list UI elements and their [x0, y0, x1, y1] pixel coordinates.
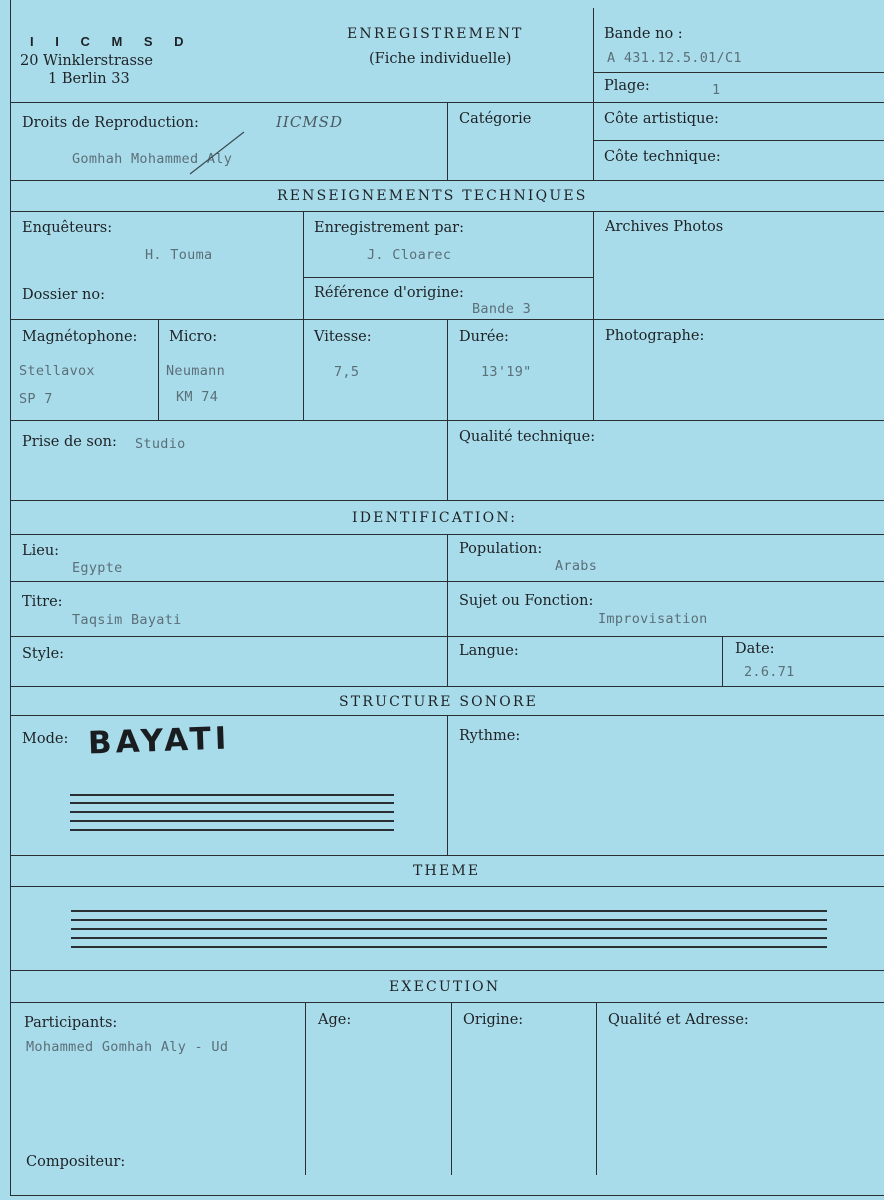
- mode-staff-line: [70, 820, 394, 822]
- cote-technique-label: Côte technique:: [604, 149, 721, 165]
- categorie-label: Catégorie: [459, 111, 532, 127]
- mode-staff-line: [70, 811, 394, 813]
- org-name: I I C M S D: [30, 34, 193, 49]
- rule: [303, 211, 304, 420]
- rule: [10, 0, 11, 1196]
- section-heading-theme: THEME: [413, 863, 481, 879]
- prise-de-son-value: Studio: [135, 436, 186, 452]
- rule: [158, 319, 159, 420]
- prise-de-son-label: Prise de son:: [22, 434, 117, 450]
- rule: [10, 500, 884, 501]
- origine-label: Origine:: [463, 1012, 524, 1028]
- dossier-label: Dossier no:: [22, 287, 105, 303]
- rights-handwritten-note: IICMSD: [276, 113, 343, 131]
- duree-label: Durée:: [459, 329, 509, 345]
- rule: [10, 970, 884, 971]
- vitesse-label: Vitesse:: [314, 329, 372, 345]
- enqueteurs-value: H. Touma: [145, 247, 213, 263]
- handwritten-stroke: [188, 128, 248, 178]
- reference-value: Bande 3: [472, 301, 531, 317]
- langue-label: Langue:: [459, 643, 519, 659]
- rule: [10, 180, 884, 181]
- compositeur-label: Compositeur:: [26, 1154, 126, 1170]
- micro-value-line2: KM 74: [176, 389, 219, 405]
- mode-staff-line: [70, 802, 394, 804]
- rule: [593, 140, 884, 141]
- micro-value-line1: Neumann: [166, 363, 225, 379]
- form-title: ENREGISTREMENT: [347, 26, 524, 42]
- bande-label: Bande no :: [604, 26, 683, 42]
- plage-label: Plage:: [604, 78, 650, 94]
- enregistrement-par-label: Enregistrement par:: [314, 220, 464, 236]
- archives-photos-label: Archives Photos: [605, 219, 724, 235]
- section-heading-execution: EXECUTION: [389, 979, 501, 995]
- titre-label: Titre:: [22, 594, 63, 610]
- magnetophone-value-line2: SP 7: [19, 391, 53, 407]
- cote-artistique-label: Côte artistique:: [604, 111, 719, 127]
- rule: [10, 1195, 884, 1196]
- theme-staff-line: [71, 946, 827, 948]
- date-label: Date:: [735, 641, 775, 657]
- vitesse-value: 7,5: [334, 364, 360, 380]
- rule: [593, 8, 594, 180]
- population-value: Arabs: [555, 558, 598, 574]
- lieu-label: Lieu:: [22, 543, 60, 559]
- style-label: Style:: [22, 646, 65, 662]
- rythme-label: Rythme:: [459, 728, 521, 744]
- rule: [10, 211, 884, 212]
- rule: [593, 72, 884, 73]
- mode-value: BAYATI: [87, 720, 231, 762]
- rule: [303, 277, 593, 278]
- lieu-value: Egypte: [72, 560, 123, 576]
- rule: [305, 1002, 306, 1175]
- rule: [447, 420, 448, 500]
- age-label: Age:: [318, 1012, 352, 1028]
- photographe-label: Photographe:: [605, 328, 705, 344]
- mode-staff-line: [70, 794, 394, 796]
- rule: [10, 686, 884, 687]
- titre-value: Taqsim Bayati: [72, 612, 182, 628]
- qualite-technique-label: Qualité technique:: [459, 429, 596, 445]
- section-heading-structure: STRUCTURE SONORE: [339, 694, 539, 710]
- rule: [451, 1002, 452, 1175]
- org-address-line1: 20 Winklerstrasse: [20, 53, 153, 69]
- rule: [596, 1002, 597, 1175]
- sujet-value: Improvisation: [598, 611, 708, 627]
- bande-value: A 431.12.5.01/C1: [607, 50, 742, 66]
- org-address-line2: 1 Berlin 33: [48, 71, 130, 87]
- rule: [10, 855, 884, 856]
- rights-value: Gomhah Mohammed Aly: [72, 151, 233, 167]
- form-subtitle: (Fiche individuelle): [369, 51, 512, 67]
- micro-label: Micro:: [169, 329, 218, 345]
- rule: [10, 886, 884, 887]
- rule: [593, 211, 594, 420]
- population-label: Population:: [459, 541, 543, 557]
- participants-value: Mohammed Gomhah Aly - Ud: [26, 1039, 229, 1055]
- rule: [447, 319, 448, 420]
- rule: [722, 636, 723, 686]
- theme-staff-line: [71, 937, 827, 939]
- qualite-adresse-label: Qualité et Adresse:: [608, 1012, 749, 1028]
- theme-staff-line: [71, 910, 827, 912]
- theme-staff-line: [71, 919, 827, 921]
- enqueteurs-label: Enquêteurs:: [22, 220, 113, 236]
- rule: [447, 102, 448, 180]
- sujet-label: Sujet ou Fonction:: [459, 593, 594, 609]
- section-heading-identification: IDENTIFICATION:: [352, 510, 518, 526]
- participants-label: Participants:: [24, 1015, 118, 1031]
- reference-label: Référence d'origine:: [314, 285, 464, 301]
- enregistrement-par-value: J. Cloarec: [367, 247, 452, 263]
- rule: [447, 715, 448, 855]
- rule: [447, 534, 448, 686]
- section-heading-technical: RENSEIGNEMENTS TECHNIQUES: [277, 188, 588, 204]
- mode-label: Mode:: [22, 731, 69, 747]
- mode-staff-line: [70, 829, 394, 831]
- magnetophone-value-line1: Stellavox: [19, 363, 95, 379]
- rights-label: Droits de Reproduction:: [22, 115, 199, 131]
- rule: [10, 1002, 884, 1003]
- duree-value: 13'19": [481, 364, 532, 380]
- date-value: 2.6.71: [744, 664, 795, 680]
- magnetophone-label: Magnétophone:: [22, 329, 138, 345]
- plage-value: 1: [712, 82, 721, 98]
- theme-staff-line: [71, 928, 827, 930]
